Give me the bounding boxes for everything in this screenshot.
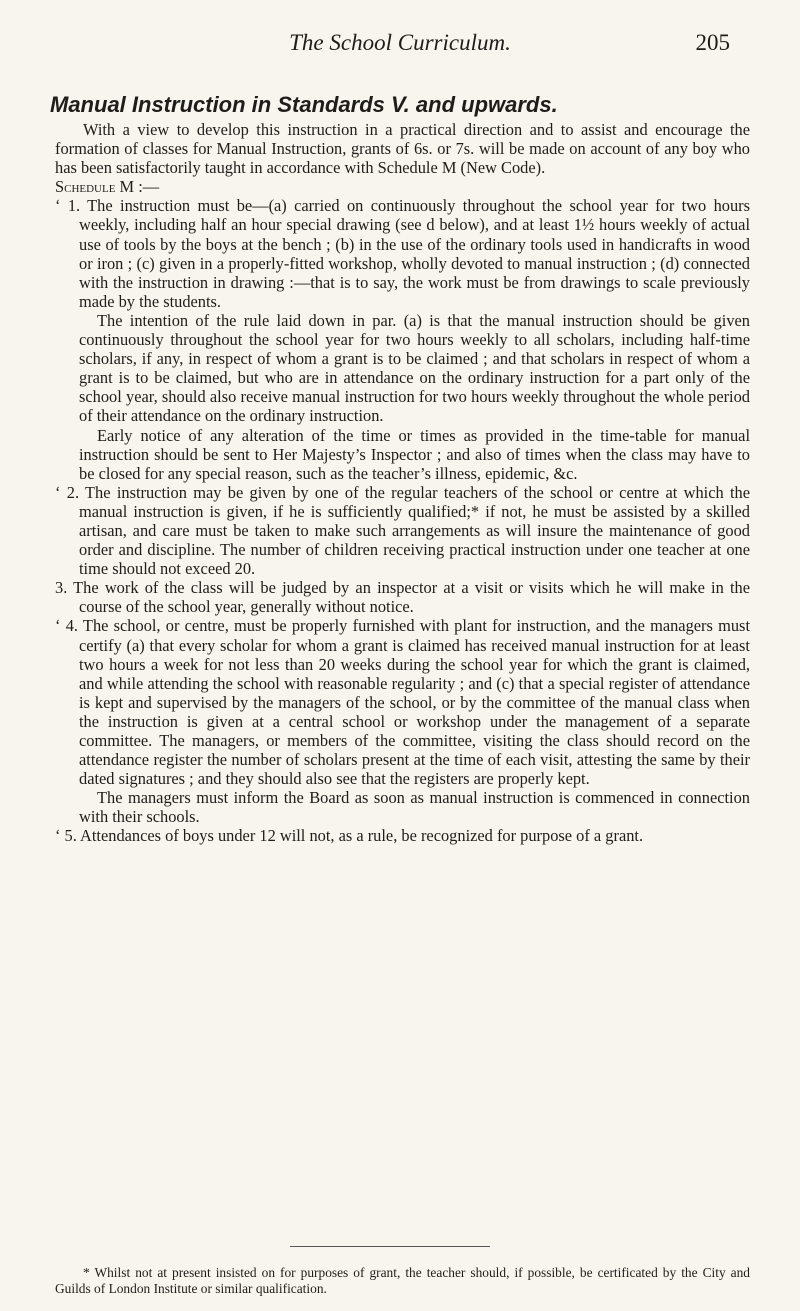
clause-4-inform: The managers must inform the Board as soon as manual instruction is commenced in connection with their schools.	[79, 788, 750, 827]
clause-1-notice: Early notice of any alteration of the time or times as provided in the time-table for manual instruction should be sent to Her Majesty’s Inspector ; and also of times when the class may have to be closed for any special reason, such as the teacher’s illness, epidemic, &c.	[79, 425, 750, 483]
page-number: 205	[695, 30, 730, 55]
footnote: * Whilst not at present insisted on for purposes of grant, the teacher should, if possible, be certificated by the City and Guilds of London Institute or similar qualification.	[55, 1265, 750, 1297]
section-title: Manual Instruction in Standards V. and upwards.	[50, 92, 558, 117]
clause-5: ‘ 5. Attendances of boys under 12 will not, as a rule, be recognized for purpose of a grant.	[55, 826, 644, 846]
footnote-divider	[290, 1246, 490, 1247]
body-text	[55, 120, 750, 846]
clause-2: ‘ 2. The instruction may be given by one of the regular teachers of the school or centre at which the manual instruction is given, if he is sufficiently qualified;* if not, he must be assisted by a skilled artisan, and care must be taken to make such arrangements as will insure the maintenance of good order and discipline. The number of children receiving practical instruction under one teacher at one time should not exceed 20.	[55, 482, 750, 579]
intro-paragraph: With a view to develop this instruction in a practical direction and to assist and encourage the formation of classes for Manual Instruction, grants of 6s. or 7s. will be made on account of any boy who has been satisfactorily taught in accordance with Schedule M (New Code).	[55, 120, 750, 178]
clause-4: ‘ 4. The school, or centre, must be properly furnished with plant for instruction, and the managers must certify (a) that every scholar for whom a grant is claimed has received manual instruction for at least two hours a week for not less than 20 weeks during the school year for which the grant is claimed, and while attending the school with reasonable regularity ; and (c) that a special register of attendance is kept and supervised by the managers of the school, or by the committee of the manual class when the instruction is given at a central school or workshop under the management of a separate committee. The managers, or members of the committee, visiting the class should record on the attendance register the number of scholars present at the time of each visit, attesting the same by their dated signatures ; and they should also see that the registers are properly kept.	[55, 616, 750, 789]
clause-3: 3. The work of the class will be judged by an inspector at a visit or visits which he will make in the course of the school year, generally without notice.	[55, 578, 750, 617]
running-title: The School Curriculum.	[289, 30, 511, 55]
clause-1-intention: The intention of the rule laid down in par. (a) is that the manual instruction should be given continuously throughout the school year for two hours weekly to all scholars, including half-time scholars, if any, in respect of whom a grant is to be claimed ; and that scholars in respect of whom a grant is to be claimed, but who are in attendance on the ordinary instruction for a part only of the school year, should also receive manual instruction for two hours weekly throughout the whole period of their attendance on the ordinary instruction.	[79, 310, 750, 426]
clause-1: ‘ 1. The instruction must be—(a) carried on continuously throughout the school year for two hours weekly, including half an hour special drawing (see d below), and at least 1½ hours weekly of actual use of tools by the boys at the bench ; (b) in the use of the ordinary tools used in handicrafts in wood or iron ; (c) given in a properly-fitted workshop, wholly devoted to manual instruction ; (d) connected with the instruction in drawing :—that is to say, the work must be from drawings to scale previously made by the students.	[55, 196, 750, 311]
schedule-label: Schedule M :—	[55, 177, 160, 197]
